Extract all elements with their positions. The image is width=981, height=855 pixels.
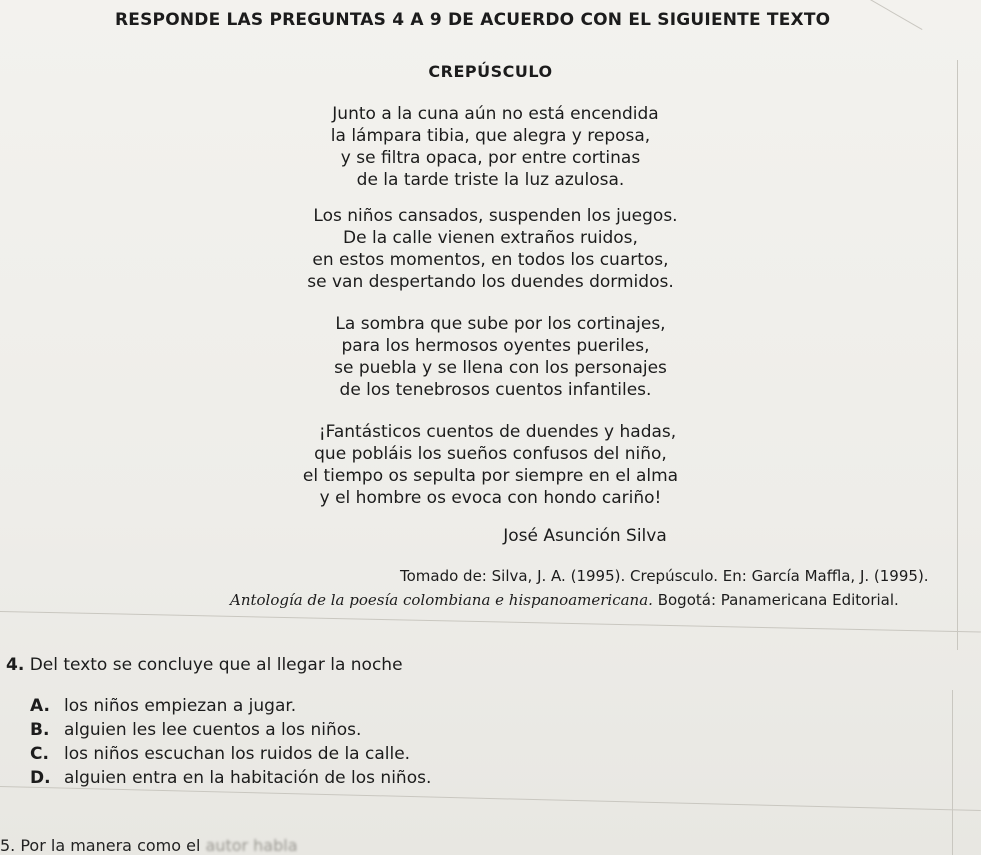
option-text: alguien les lee cuentos a los niños. bbox=[64, 720, 362, 740]
poem-verse: ¡Fantásticos cuentos de duendes y hadas, bbox=[318, 422, 677, 442]
option-text: alguien entra en la habitación de los niños. bbox=[64, 768, 432, 788]
answer-option-d[interactable] bbox=[30, 766, 431, 790]
option-letter: C. bbox=[30, 744, 49, 764]
option-letter: B. bbox=[30, 720, 50, 740]
question-4 bbox=[6, 655, 403, 675]
poem-stanza-4 bbox=[0, 421, 981, 509]
next-question-text: 5. Por la manera como el bbox=[0, 836, 201, 855]
poem-verse: De la calle vienen extraños ruidos, bbox=[343, 228, 638, 248]
poem-stanza-2 bbox=[0, 205, 981, 293]
poem-verse: La sombra que sube por los cortinajes, bbox=[335, 314, 666, 334]
poem-stanza-1 bbox=[0, 103, 981, 191]
poem-verse: Junto a la cuna aún no está encendida bbox=[332, 104, 659, 124]
question-text: Del texto se concluye que al llegar la noche bbox=[24, 655, 403, 675]
poem-verse: en estos momentos, en todos los cuartos, bbox=[312, 250, 669, 270]
poem-author: José Asunción Silva bbox=[503, 526, 667, 546]
reference-line-1: Tomado de: Silva, J. A. (1995). Crepúsculo. En: García Maffla, J. (1995). bbox=[400, 567, 929, 585]
answer-option-a[interactable] bbox=[30, 694, 431, 718]
poem-title: CREPÚSCULO bbox=[428, 62, 553, 81]
option-letter: D. bbox=[30, 768, 51, 788]
fold-line bbox=[870, 0, 922, 30]
next-question-partial bbox=[0, 836, 298, 855]
reference-publisher: Bogotá: Panamericana Editorial. bbox=[652, 591, 899, 609]
option-letter: A. bbox=[30, 696, 50, 716]
poem-verse: se puebla y se llena con los personajes bbox=[334, 358, 667, 378]
reference-line-2 bbox=[230, 591, 899, 609]
fold-line bbox=[0, 611, 981, 633]
instructions-header: RESPONDE LAS PREGUNTAS 4 A 9 DE ACUERDO CON EL SIGUIENTE TEXTO bbox=[115, 10, 831, 30]
poem-verse: y el hombre os evoca con hondo cariño! bbox=[319, 488, 662, 508]
poem-verse: para los hermosos oyentes pueriles, bbox=[341, 336, 650, 356]
option-text: los niños empiezan a jugar. bbox=[64, 696, 297, 716]
next-question-faded-text: autor habla bbox=[200, 836, 298, 855]
poem-verse: y se filtra opaca, por entre cortinas bbox=[340, 148, 641, 168]
question-number: 4. bbox=[6, 655, 25, 675]
poem-verse: se van despertando los duendes dormidos. bbox=[307, 272, 674, 292]
poem-verse: que pobláis los sueños confusos del niño, bbox=[314, 444, 667, 464]
poem-verse: de la tarde triste la luz azulosa. bbox=[356, 170, 625, 190]
answer-option-b[interactable] bbox=[30, 718, 431, 742]
answer-option-c[interactable] bbox=[30, 742, 431, 766]
poem-verse: de los tenebrosos cuentos infantiles. bbox=[339, 380, 652, 400]
fold-line bbox=[952, 690, 953, 855]
poem-verse: Los niños cansados, suspenden los juegos. bbox=[313, 206, 678, 226]
poem-stanza-3 bbox=[0, 313, 981, 401]
poem-verse: el tiempo os sepulta por siempre en el alma bbox=[302, 466, 679, 486]
answer-options bbox=[30, 694, 431, 790]
reference-book-title: Antología de la poesía colombiana e hispanoamericana. bbox=[230, 591, 653, 609]
option-text: los niños escuchan los ruidos de la calle. bbox=[64, 744, 411, 764]
poem-verse: la lámpara tibia, que alegra y reposa, bbox=[330, 126, 651, 146]
